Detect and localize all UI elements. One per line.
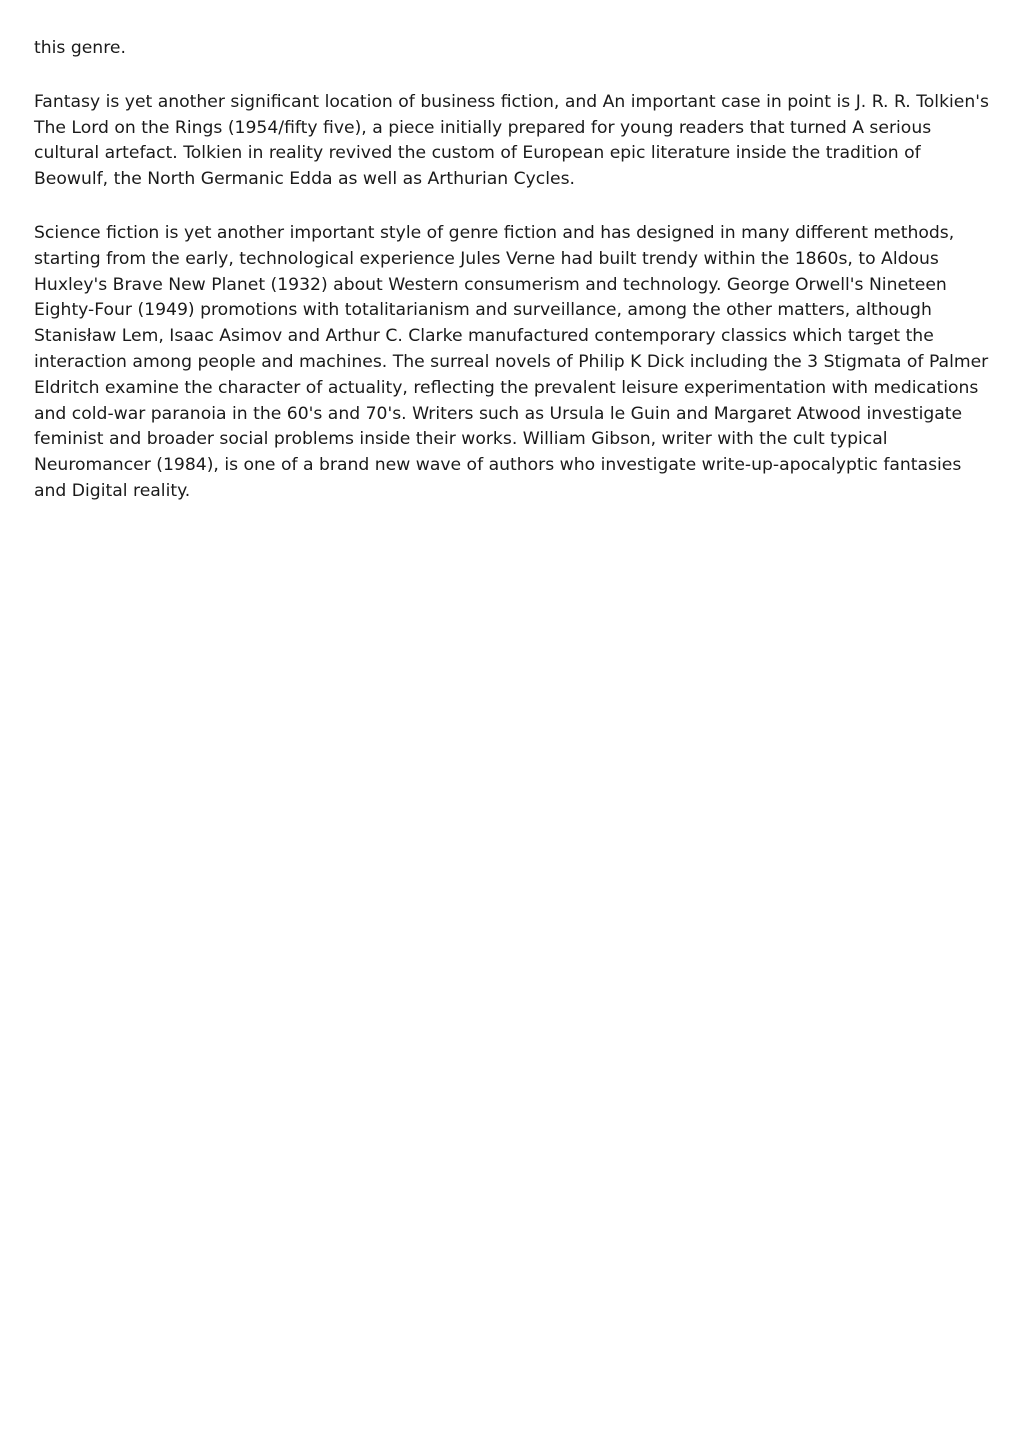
document-body <box>34 36 994 533</box>
paragraph-fantasy: Fantasy is yet another significant location of business fiction, and An important case in point is J. R. R. Tolkien's The Lord on the Rings (1954/fifty five), a piece initially prepared for young readers that turned A serious cultural artefact. Tolkien in reality revived the custom of European epic literature inside the tradition of Beowulf, the North Germanic Edda as well as Arthurian Cycles. <box>34 91 989 190</box>
paragraph-genre-end: this genre. <box>34 38 126 58</box>
paragraph-science-fiction: Science fiction is yet another important style of genre fiction and has designed in many different methods, starting from the early, technological experience Jules Verne had built trendy within the 1860s, to Aldous Huxley's Brave New Planet (1932) about Western consumerism and technology. George Orwell's Nineteen Eighty-Four (1949) promotions with totalitarianism and surveillance, among the other matters, although Stanisław Lem, Isaac Asimov and Arthur C. Clarke manufactured contemporary classics which target the interaction among people and machines. The surreal novels of Philip K Dick including the 3 Stigmata of Palmer Eldritch examine the character of actuality, reflecting the prevalent leisure experimentation with medications and cold-war paranoia in the 60's and 70's. Writers such as Ursula le Guin and Margaret Atwood investigate feminist and broader social problems inside their works. William Gibson, writer with the cult typical Neuromancer (1984), is one of a brand new wave of authors who investigate write-up-apocalyptic fantasies and Digital reality. <box>34 222 989 501</box>
